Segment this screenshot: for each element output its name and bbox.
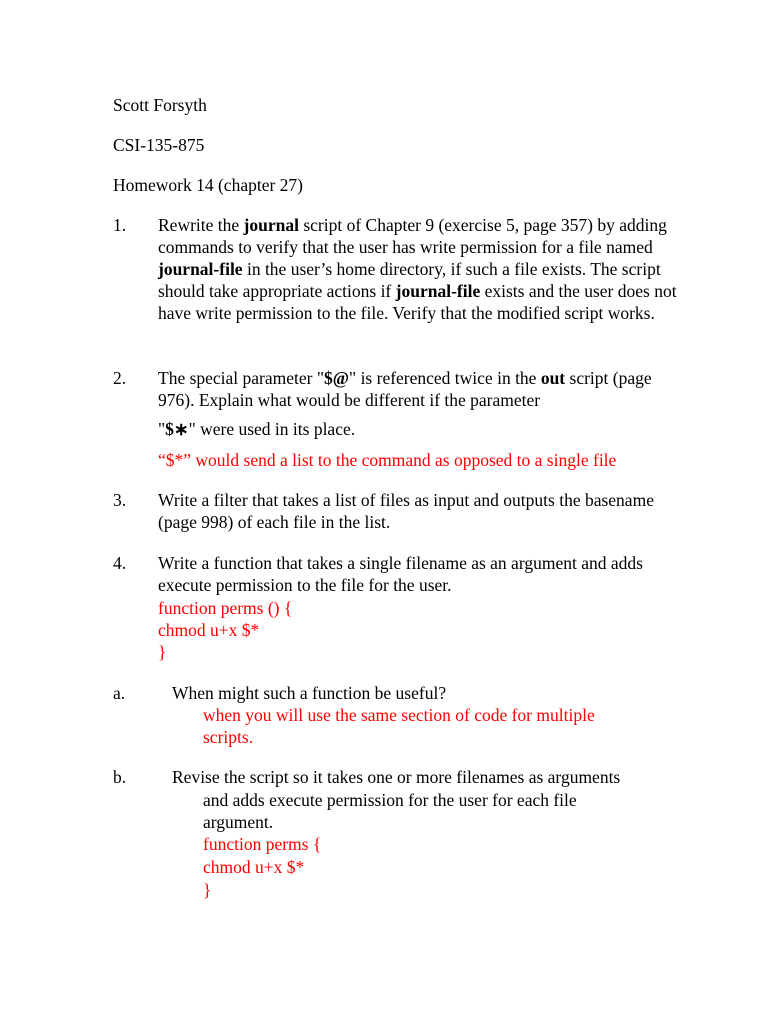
q4-code-line-3: } [158,642,167,662]
q2-text: The special parameter "$@" is referenced twice in the out script (page 976). Explain what would be different if the parameter [158,368,652,410]
qb-code-line-3: } [203,880,212,900]
q2-number: 2. [113,368,127,388]
q3-number: 3. [113,490,127,510]
q3-text: Write a filter that takes a list of files as input and outputs the basename (page 998) of each file in the list. [158,490,654,532]
qa-answer: when you will use the same section of code for multiple scripts. [203,705,595,747]
q4-code-line-2: chmod u+x $* [158,620,260,640]
author-name: Scott Forsyth [113,95,207,115]
qb-question-first: Revise the script so it takes one or more filenames as arguments [172,767,621,787]
q2-text-cont: "$∗" were used in its place. [158,419,356,439]
qa-label: a. [113,683,126,703]
q4-code-line-1: function perms () { [158,598,293,618]
qb-question-rest: and adds execute permission for the user for each file argument. [203,790,577,832]
q1-number: 1. [113,215,127,235]
q4-number: 4. [113,553,127,573]
qb-code-line-2: chmod u+x $* [203,857,305,877]
qb-label: b. [113,767,127,787]
q1-text: Rewrite the journal script of Chapter 9 (exercise 5, page 357) by adding commands to verify that the user has write permission for a file named journal-file in the user’s home directory, if such a file exists. The script should take appropriate actions if journal-file exists and the user does not have write permission to the file. Verify that the modified script works. [158,215,677,323]
qa-question: When might such a function be useful? [172,683,447,703]
qb-code-line-1: function perms { [203,834,322,854]
q4-text: Write a function that takes a single filename as an argument and adds execute permission to the file for the user. [158,553,643,595]
assignment-title: Homework 14 (chapter 27) [113,175,304,195]
course-code: CSI-135-875 [113,135,205,155]
q2-answer: “$*” would send a list to the command as opposed to a single file [158,450,617,470]
